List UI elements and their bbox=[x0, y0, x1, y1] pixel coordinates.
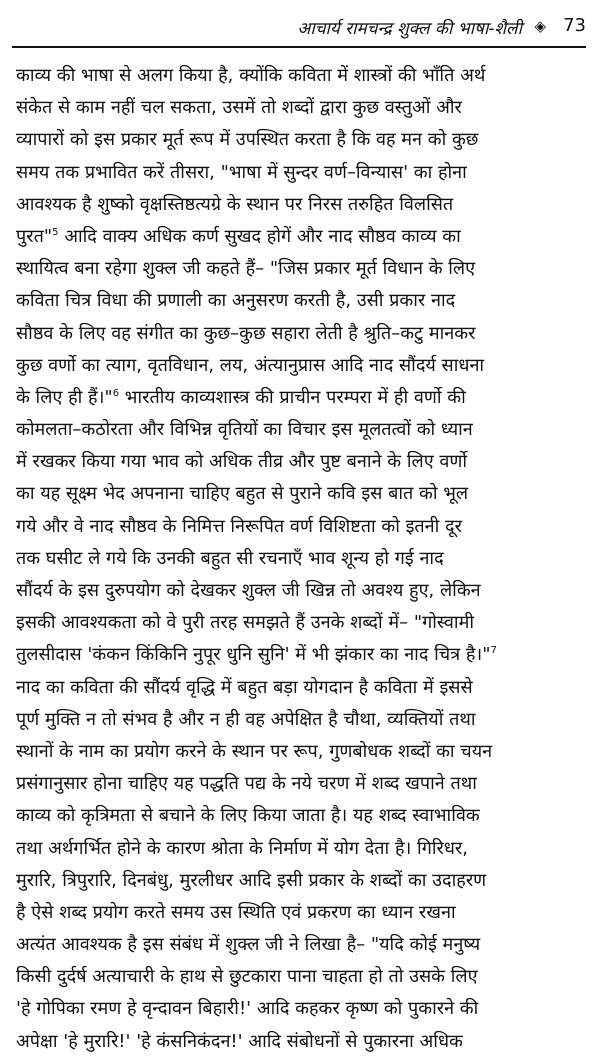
text-line-content: 'हे गोपिका रमण हे वृन्दावन बिहारी!' आदि कहकर कृष्ण को पुकारने की bbox=[16, 998, 479, 1020]
footnote-marker: 5 bbox=[52, 226, 59, 238]
text-line bbox=[16, 221, 584, 253]
text-line bbox=[16, 800, 584, 832]
text-line bbox=[16, 993, 584, 1025]
text-line bbox=[16, 833, 584, 865]
page-number: 73 bbox=[563, 15, 586, 36]
footnote-marker: 6 bbox=[112, 387, 120, 399]
diamond-ornament-icon: ◈ bbox=[534, 17, 546, 35]
text-line bbox=[16, 318, 584, 350]
header-rule bbox=[12, 46, 586, 48]
text-line-content: गये और वे नाद सौष्ठव के निमित्त निरूपित वर्ण विशिष्टता को इतनी दूर bbox=[16, 515, 462, 537]
text-line bbox=[16, 189, 584, 221]
text-line-content: का यह सूक्ष्म भेद अपनाना चाहिए बहुत से पुराने कवि इस बात को भूल bbox=[16, 483, 469, 505]
text-line-content: मुरारि, त्रिपुरारि, दिनबंधु, मुरलीधर आदि इसी प्रकार के शब्दों का उदाहरण bbox=[16, 869, 487, 891]
text-line bbox=[16, 897, 584, 929]
text-line-content: कुछ वर्णो का त्याग, वृतविधान, लय, अंत्यानुप्रास आदि नाद सौंदर्य साधना bbox=[16, 354, 485, 376]
text-line-content: सौंदर्य के इस दुरुपयोग को देखकर शुक्ल जी खिन्न तो अवश्य हुए, लेकिन bbox=[16, 580, 481, 601]
text-line-content: किसी दुर्दर्ष अत्याचारी के हाथ से छुटकारा पाना चाहता हो तो उसके लिए bbox=[16, 966, 478, 988]
text-line bbox=[16, 157, 584, 189]
text-line-content: कोमलता–कठोरता और विभिन्न वृतियों का विचार इस मूलतत्वों को ध्यान bbox=[16, 419, 473, 441]
text-line bbox=[16, 511, 584, 543]
text-line-content: पुरत" bbox=[16, 225, 53, 247]
text-line-content: आवश्यक है शुष्को वृक्षस्तिष्ठत्यग्रे के स्थान पर निरस तरुहित विलसित bbox=[16, 193, 454, 215]
text-line-content: समय तक प्रभावित करें तीसरा, "भाषा में सुन्दर वर्ण–विन्यास' का होना bbox=[16, 161, 467, 183]
text-line bbox=[16, 285, 584, 317]
text-line bbox=[16, 639, 584, 671]
text-line-content: इसकी आवश्यकता को वे पुरी तरह समझते हैं उनके शब्दों में– "गोस्वामी bbox=[16, 612, 475, 634]
text-line bbox=[16, 607, 584, 639]
text-line-content: के लिए ही हैं।" bbox=[16, 386, 113, 408]
text-line-content: है ऐसे शब्द प्रयोग करते समय उस स्थिति एवं प्रकरण का ध्यान रखना bbox=[16, 901, 456, 923]
text-line bbox=[16, 60, 584, 92]
text-line bbox=[16, 768, 584, 800]
body-text bbox=[16, 60, 584, 1058]
text-line bbox=[16, 961, 584, 993]
text-line bbox=[16, 382, 584, 414]
text-line-content: सौष्ठव के लिए वह संगीत का कुछ–कुछ सहारा लेती है श्रुति–कटु मानकर bbox=[16, 322, 476, 344]
text-line bbox=[16, 253, 584, 285]
footnote-marker: 7 bbox=[490, 645, 497, 657]
text-line-content: कविता चित्र विधा की प्रणाली का अनुसरण करती है, उसी प्रकार नाद bbox=[16, 290, 456, 312]
text-line-continuation: आदि वाक्य अधिक कर्ण सुखद होगें और नाद सौष्ठव काव्य का bbox=[58, 225, 461, 247]
text-line bbox=[16, 1026, 584, 1058]
text-line bbox=[16, 575, 584, 607]
text-line-content: काव्य की भाषा से अलग किया है, क्योंकि कविता में शास्त्रों की भाँति अर्थ bbox=[16, 65, 486, 86]
text-line-content: अत्यंत आवश्यक है इस संबंध में शुक्ल जी ने लिखा है– "यदि कोई मनुष्य bbox=[16, 934, 481, 956]
text-line bbox=[16, 414, 584, 446]
text-line bbox=[16, 478, 584, 510]
text-line bbox=[16, 543, 584, 575]
text-line-content: तथा अर्थगर्भित होने के कारण श्रोता के निर्माण में योग देता है। गिरिधर, bbox=[16, 837, 469, 859]
text-line bbox=[16, 865, 584, 897]
text-line-content: प्रसंगानुसार होना चाहिए यह पद्धति पद्य के नये चरण में शब्द खपाने तथा bbox=[16, 773, 477, 795]
text-line-content: पूर्ण मुक्ति न तो संभव है और न ही वह अपेक्षित है चौथा, व्यक्तियों तथा bbox=[16, 708, 476, 730]
running-header-title: आचार्य रामचन्द्र शुक्ल की भाषा-शैली bbox=[297, 19, 522, 39]
text-line bbox=[16, 446, 584, 478]
text-line-content: काव्य को कृत्रिमता से बचाने के लिए किया जाता है। यह शब्द स्वाभाविक bbox=[16, 805, 480, 827]
text-line-content: में रखकर किया गया भाव को अधिक तीव्र और पुष्ट बनाने के लिए वर्णो bbox=[16, 451, 468, 473]
text-line-content: तुलसीदास 'कंकन किंकिनि नुपूर धुनि सुनि' में भी झंकार का नाद चित्र है।" bbox=[16, 644, 491, 666]
text-line bbox=[16, 929, 584, 961]
text-line-content: स्थायित्व बना रहेगा शुक्ल जी कहते हैं– "जिस प्रकार मूर्त विधान के लिए bbox=[16, 258, 476, 280]
running-header bbox=[12, 8, 586, 48]
text-line-content: नाद का कविता की सौंदर्य वृद्धि में बहुत बड़ा योगदान है कविता में इससे bbox=[16, 676, 473, 698]
text-line-content: व्यापारों को इस प्रकार मूर्त रूप में उपस्थित करता है कि वह मन को कुछ bbox=[16, 129, 479, 151]
text-line-content: अपेक्षा 'हे मुरारि!' 'हे कंसनिकंदन!' आदि संबोधनों से पुकारना अधिक bbox=[16, 1030, 463, 1052]
text-line bbox=[16, 92, 584, 124]
text-line-content: तक घसीट ले गये कि उनकी बहुत सी रचनाएँ भाव शून्य हो गई नाद bbox=[16, 547, 444, 569]
text-line-content: संकेत से काम नहीं चल सकता, उसमें तो शब्दों द्वारा कुछ वस्तुओं और bbox=[16, 97, 462, 119]
text-line bbox=[16, 124, 584, 156]
text-line-content: स्थानों के नाम का प्रयोग करने के स्थान पर रूप, गुणबोधक शब्दों का चयन bbox=[16, 740, 493, 762]
text-line bbox=[16, 350, 584, 382]
text-line bbox=[16, 704, 584, 736]
text-line bbox=[16, 672, 584, 704]
text-line bbox=[16, 736, 584, 768]
text-line-continuation: भारतीय काव्यशास्त्र की प्राचीन परम्परा में ही वर्णो की bbox=[119, 386, 466, 408]
